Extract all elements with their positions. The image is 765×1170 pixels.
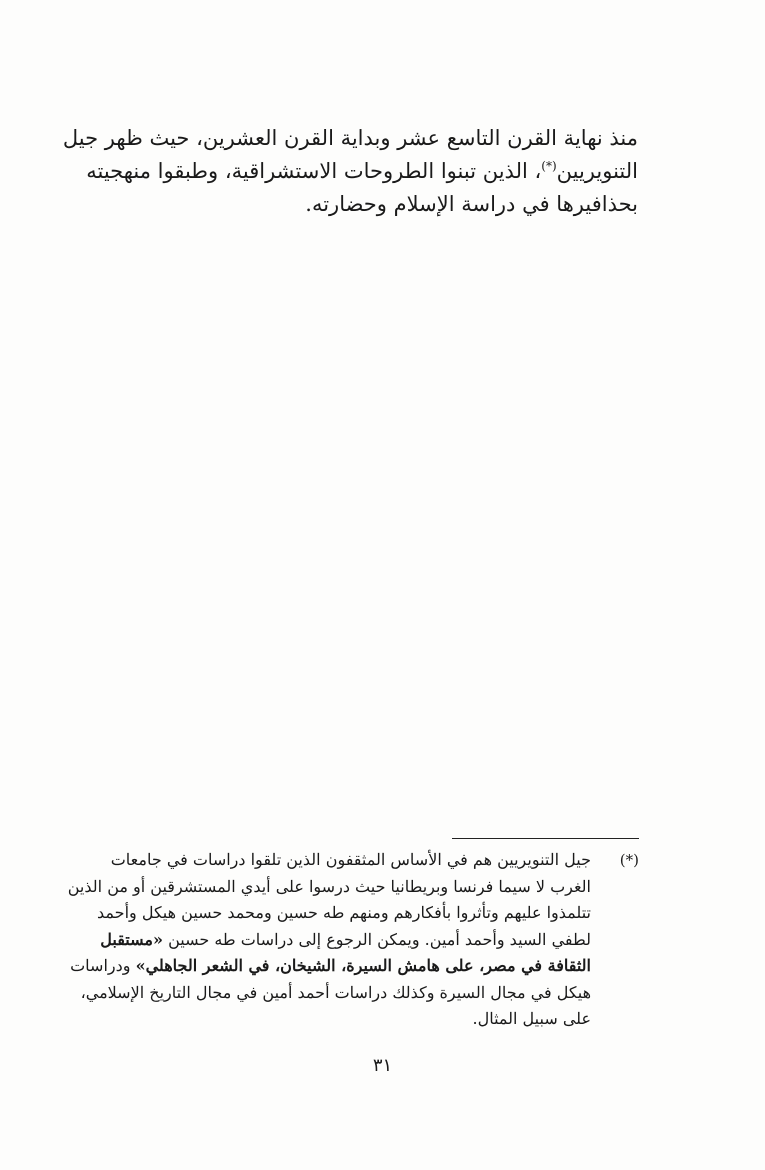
footnote-text-fragment: لطفي السيد وأحمد أمين. ويمكن الرجوع إلى دراسات طه حسين [168,929,591,949]
footnote-separator [452,838,639,839]
footnote-line [70,953,591,980]
page-number: ٣١ [372,1055,393,1076]
footnote-line: الغرب لا سيما فرنسا وبريطانيا حيث درسوا على أيدي المستشرقين أو من الذين [67,876,591,896]
footnote-line [100,927,591,954]
footnote-text-fragment: ودراسات [70,956,131,975]
footnote-line: على سبيل المثال. [472,1009,591,1028]
footnote-bold-title: «مستقبل [100,929,163,949]
footnote-marker: (*) [619,851,639,869]
footnote-line: هيكل في مجال السيرة وكذلك دراسات أحمد أمين في مجال التاريخ الإسلامي، [80,982,591,1002]
main-text-line: بحذافيرها في دراسة الإسلام وحضارته. [305,192,638,216]
footnote-bold-title: الثقافة في مصر، على هامش السيرة، الشيخان، في الشعر الجاهلي» [135,956,591,975]
footnote-body [67,847,591,1033]
main-text-line [86,155,638,188]
main-text-line: منذ نهاية القرن التاسع عشر وبداية القرن العشرين، حيث ظهر جيل [62,126,638,150]
main-text-fragment: التنويريين [556,159,638,183]
footnote [67,847,639,1033]
main-text-fragment: ، الذين تبنوا الطروحات الاستشراقية، وطبقوا منهجيته [86,159,542,183]
footnote-line: جيل التنويريين هم في الأساس المثقفون الذين تلقوا دراسات في جامعات [110,850,591,869]
footnote-reference: (*) [541,159,557,173]
footnote-line: تتلمذوا عليهم وتأثروا بأفكارهم ومنهم طه حسين ومحمد حسين هيكل وأحمد [97,903,591,922]
main-paragraph [62,122,638,221]
